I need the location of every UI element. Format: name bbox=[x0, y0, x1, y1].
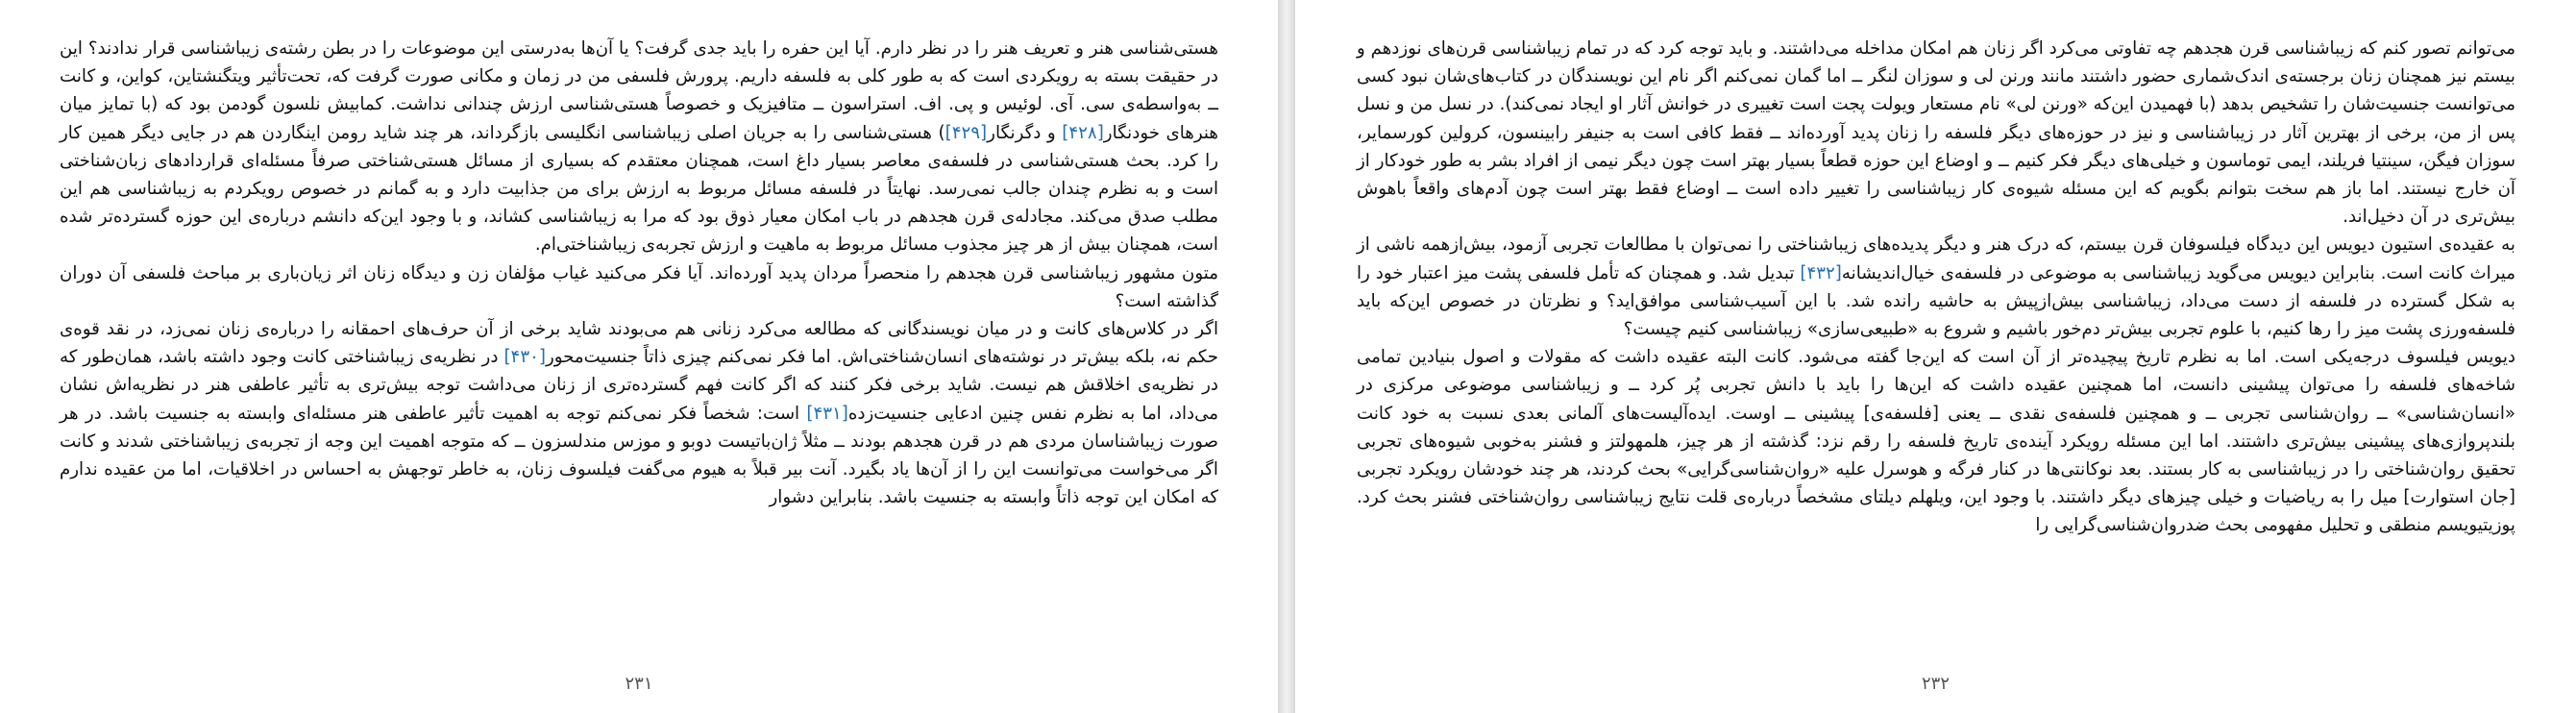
left-page bbox=[0, 0, 1278, 713]
footnote-link[interactable]: [۴۲۹] bbox=[945, 122, 988, 143]
footnote-link[interactable]: [۴۳۲] bbox=[1800, 262, 1842, 283]
paragraph bbox=[1357, 343, 2515, 539]
paragraph-text: به عقیده‌ی استیون دیویس این دیدگاه فیلسوفان قرن بیستم، که درک هنر و دیگر پدیده‌های زیباشناختی را نمی‌توان با مطالعات تجربی آزمود، بیش‌ازهمه ناشی از میراث کانت است. بنابراین دیویس می‌گوید زیباشناسی به موضوعی در فلسفه‌ی خیال‌اندیشانه bbox=[1357, 234, 2515, 283]
footnote-link[interactable]: [۴۳۱] bbox=[806, 403, 848, 424]
left-page-number: ۲۳۱ bbox=[625, 674, 653, 694]
right-page bbox=[1295, 0, 2576, 713]
paragraph bbox=[60, 259, 1218, 315]
paragraph bbox=[60, 315, 1218, 511]
right-page-number: ۲۳۲ bbox=[1921, 674, 1950, 694]
paragraph-text: است: شخصاً فکر نمی‌کنم توجه به اهمیت تأثیر عاطفی هنر مسئله‌ای وابسته به جنسیت باشد. در هر صورت زیباشناسان مردی هم در قرن هجدهم بودند ــ مثلاً ژان‌باتیست دوبو و موزس مندلسزون ــ که متوجه اهمیت این وجه از تجربه‌ی زیباشناختی شدند و کانت اگر می‌خواست می‌توانست این را از آن‌ها یاد بگیرد. آنت بیر قبلاً به هیوم می‌گفت فیلسوف زنان، به خاطر توجهش به احساس در اخلاقیات، اما من عقیده ندارم که امکان این توجه ذاتاً وابسته به جنسیت باشد. بنابراین دشوار bbox=[60, 403, 1218, 508]
paragraph bbox=[1357, 231, 2515, 343]
left-page-text bbox=[60, 35, 1218, 511]
paragraph-text: ) هستی‌شناسی را به جریان اصلی زیباشناسی انگلیسی بازگرداند، هر چند شاید رومن اینگاردن هم در جایی دیگر همین کار را کرد. بحث هستی‌شناسی در فلسفه‌ی معاصر بسیار داغ است، همچنان معتقدم که بسیاری از مسائل هستی‌شناختی صرفاً مسئله‌ای قراردادهای زبان‌شناختی است و به نظرم چندان جالب نمی‌رسد. نهایتاً در فلسفه مسائل مربوط به ارزش برای من جذابیت دارد و به گمانم در خصوص رویکردم به زیباشناسی هم این مطلب صدق می‌کند. مجادله‌ی قرن هجدهم در باب امکان معیار ذوق بود که مرا به زیباشناسی کشاند، و با وجود این‌که دانشم درباره‌ی این حوزه گسترده‌تر شده است، همچنان بیش از هر چیز مجذوب مسائل مربوط به ماهیت و ارزش تجربه‌ی زیباشناختی‌ام. bbox=[60, 122, 1218, 256]
footnote-link[interactable]: [۴۳۰] bbox=[503, 347, 546, 368]
paragraph-text: تبدیل شد. و همچنان که تأمل فلسفی پشت میز اعتبار خود را به شکل گسترده در فلسفه از دست می‌داد، زیباشناسی بیش‌ازپیش به حاشیه رانده شد. با این آسیب‌شناسی موافق‌اید؟ و نظرتان در خصوص این‌که باید فلسفه‌ورزی پشت میز را رها کنیم، با علوم تجربی بیش‌تر دم‌خور باشیم و شروع به «طبیعی‌سازی» زیباشناسی کنیم چیست؟ bbox=[1357, 262, 2515, 340]
book-gutter bbox=[1278, 0, 1295, 713]
paragraph-text: می‌توانم تصور کنم که زیباشناسی قرن هجدهم چه تفاوتی می‌کرد اگر زنان هم امکان مداخله می‌داشتند. و باید توجه کرد که در تمام زیباشناسی قرن‌های نوزدهم و بیستم نیز همچنان زنان برجسته‌ی اندک‌شماری حضور داشتند مانند ورنن لی و سوزان لنگر ــ اما گمان نمی‌کنم اگر نام این نویسندگان در کتاب‌های‌شان نبود کسی می‌توانست جنسیت‌شان را تشخیص بدهد (با فهمیدن این‌که «ورنن لی» نام مستعار ویولت پجت است تغییری در خوانش آثار او ایجاد نمی‌کند). در نسل من و نسل پس از من، برخی از بهترین آثار در زیباشناسی و نیز در حوزه‌های دیگر فلسفه را زنان پدید آورده‌اند ــ فقط کافی است به جنیفر رابینسون، کرولین کورسمایر، سوزان فیگن، سینتیا فریلند، ایمی توماسون و خیلی‌های دیگر فکر کنیم ــ و اوضاع این حوزه قطعاً بسیار بهتر است چون دیگر نیمی از افراد بشر به طور خودکار از آن خارج نیستند. اما باز هم سخت بتوانم بگویم که این مسئله شیوه‌ی کار زیباشناسی را تغییر داده است ــ اوضاع فقط بهتر است چون آدم‌های واقعاً باهوش بیش‌تری در آن دخیل‌اند. bbox=[1357, 38, 2515, 228]
paragraph bbox=[60, 35, 1218, 259]
paragraph-text: در نظریه‌ی زیباشناختی کانت وجود داشته باشد، همان‌طور که در نظریه‌ی اخلاقش هم نیست. شاید برخی فکر کنند که اگر کانت فهم گسترده‌تری از زنان می‌داشت توجه بیش‌تری به تأثیر عاطفی هنر در نظریه‌اش نشان می‌داد، اما به نظرم نفس چنین ادعایی جنسیت‌زده bbox=[60, 347, 1218, 424]
paragraph-text: و دگرنگار bbox=[987, 122, 1063, 143]
paragraph-text: دیویس فیلسوف درجه‌یکی است. اما به نظرم تاریخ پیچیده‌تر از آن است که این‌جا گفته می‌شود. کانت البته عقیده داشت که مقولات و اصول بنیادین تمامی شاخه‌های فلسفه را می‌توان پیشینی دانست، اما همچنین عقیده داشت که این‌ها را باید با دانش تجربی پُر کرد ــ و زیباشناسی موضوعی مرکزی در «انسان‌شناسی» ــ روان‌شناسی تجربی ــ و همچنین فلسفه‌ی نقدی ــ یعنی [فلسفه‌ی] پیشینی ــ اوست. ایده‌آلیست‌های آلمانی بعدی نسبت به خود کانت بلندپروازی‌های پیشینی بیش‌تری داشتند. اما این مسئله رویکرد آینده‌ی تاریخ فلسفه را رقم نزد: گذشته از هر چیز، هلمهولتز و فشنر به‌خوبی شیوه‌های تجربی تحقیق روان‌شناختی را در زیباشناسی به کار بستند. بعد نوکانتی‌ها در کنار فرگه و هوسرل علیه «روان‌شناسی‌گرایی» بحث کردند، هر چند خودشان رویکرد تجربی [جان استوارت] میل را به ریاضیات و خیلی چیزهای دیگر داشتند. با وجود این، ویلهلم دیلتای مشخصاً درباره‌ی قلت نتایج زیباشناسی روان‌شناختی فشنر بحث کرد. پوزیتیویسم منطقی و تحلیل مفهومی بحث ضدروان‌شناسی‌گرایی را bbox=[1357, 347, 2515, 536]
paragraph-text: متون مشهور زیباشناسی قرن هجدهم را منحصراً مردان پدید آورده‌اند. آیا فکر می‌کنید غیاب مؤلفان زن و دیدگاه زنان اثر زیان‌باری بر مباحث فلسفی آن دوران گذاشته است؟ bbox=[60, 262, 1218, 311]
footnote-link[interactable]: [۴۲۸] bbox=[1062, 122, 1104, 143]
paragraph-text: اگر در کلاس‌های کانت و در میان نویسندگانی که مطالعه می‌کرد زنانی هم می‌بودند شاید برخی از آن حرف‌های احمقانه را درباره‌ی زنان نمی‌زد، در نقد قوه‌ی حکم نه، بلکه بیش‌تر در نوشته‌های انسان‌شناختی‌اش. اما فکر نمی‌کنم چیزی ذاتاً جنسیت‌محور bbox=[60, 319, 1218, 368]
right-page-text bbox=[1357, 35, 2515, 540]
paragraph bbox=[1357, 35, 2515, 231]
paragraph-text: هستی‌شناسی هنر و تعریف هنر را در نظر دارم. آیا این حفره را باید جدی گرفت؟ یا آن‌ها به‌درستی این موضوعات را در بطن رشته‌ی زیباشناسی قرار ندادند؟ این در حقیقت بسته به رویکردی است که به طور کلی به فلسفه داریم. پرورش فلسفی من در زمان و مکانی صورت گرفت که، تحت‌تأثیر ویتگنشتاین، کواین، و کانت ــ به‌واسطه‌ی سی. آی. لوئیس و پی. اف. استراسون ــ متافیزیک و خصوصاً هستی‌شناسی ارزش چندانی نداشت. کمابیش نلسون گودمن بود که (با تمایز میان هنرهای خودنگار bbox=[60, 38, 1218, 143]
